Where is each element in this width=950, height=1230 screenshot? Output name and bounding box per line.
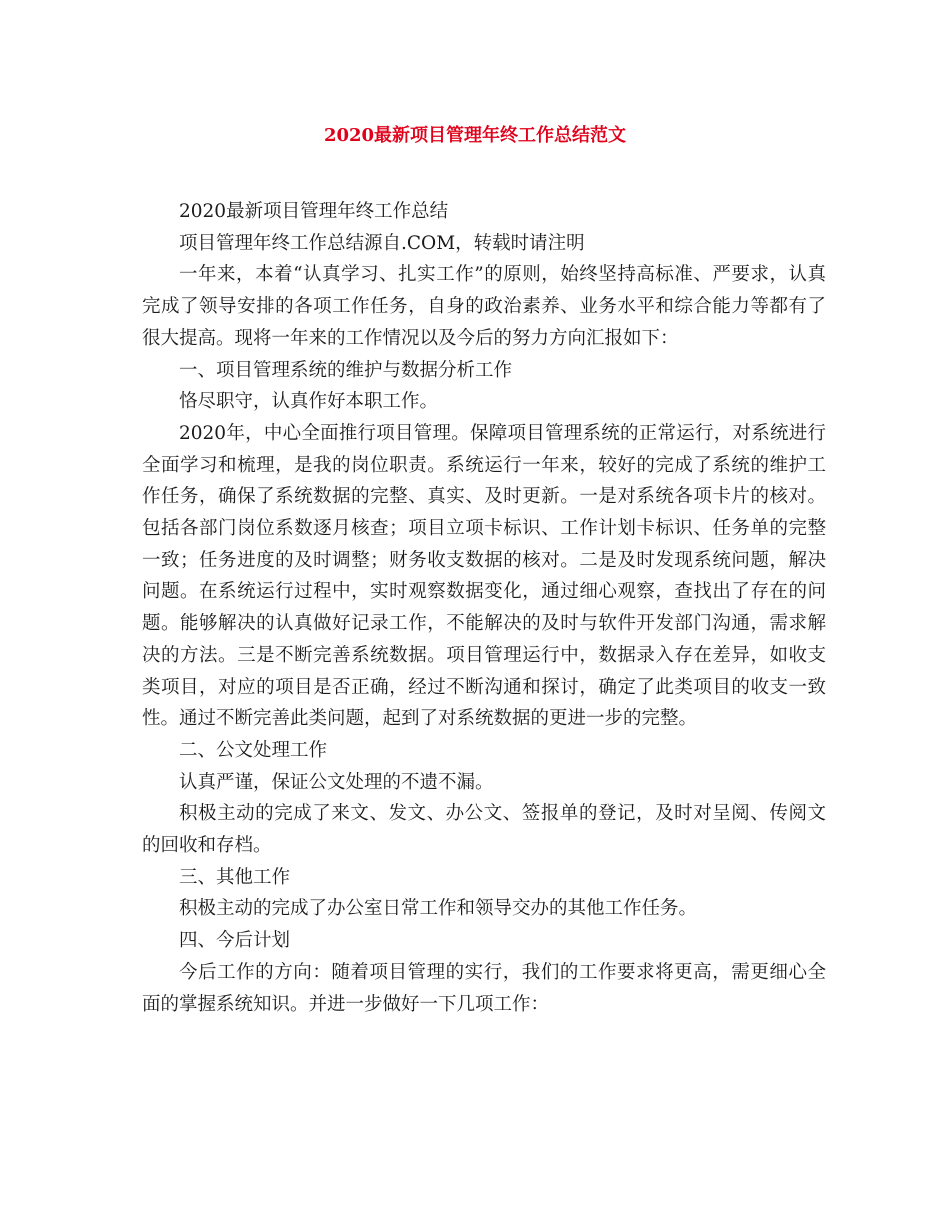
paragraph: 恪尽职守，认真作好本职工作。 xyxy=(179,391,439,413)
document-body xyxy=(142,196,826,1020)
section-heading-1: 一、项目管理系统的维护与数据分析工作 xyxy=(179,359,513,381)
paragraph: 认真严谨，保证公文处理的不遗不漏。 xyxy=(179,771,494,793)
paragraph: 今后工作的方向：随着项目管理的实行，我们的工作要求将更高，需更细心全面的掌握系统知识。并进一步做好一下几项工作： xyxy=(142,961,826,1015)
paragraph-subtitle: 2020最新项目管理年终工作总结 xyxy=(179,201,449,222)
paragraph: 积极主动的完成了来文、发文、办公文、签报单的登记，及时对呈阅、传阅文的回收和存档。 xyxy=(142,803,826,857)
paragraph-intro: 一年来，本着“认真学习、扎实工作”的原则，始终坚持高标准、严要求，认真完成了领导安排的各项工作任务，自身的政治素养、业务水平和综合能力等都有了很大提高。现将一年来的工作情况以及今后的努力方向汇报如下： xyxy=(142,264,826,349)
paragraph: 2020年，中心全面推行项目管理。保障项目管理系统的正常运行，对系统进行全面学习和梳理，是我的岗位职责。系统运行一年来，较好的完成了系统的维护工作任务，确保了系统数据的完整、真实、及时更新。一是对系统各项卡片的核对。包括各部门岗位系数逐月核查；项目立项卡标识、工作计划卡标识、任务单的完整一致；任务进度的及时调整；财务收支数据的核对。二是及时发现系统问题，解决问题。在系统运行过程中，实时观察数据变化，通过细心观察，查找出了存在的问题。能够解决的认真做好记录工作，不能解决的及时与软件开发部门沟通，需求解决的方法。三是不断完善系统数据。项目管理运行中，数据录入存在差异，如收支类项目，对应的项目是否正确，经过不断沟通和探讨，确定了此类项目的收支一致性。通过不断完善此类问题，起到了对系统数据的更进一步的完整。 xyxy=(142,422,826,730)
paragraph-source-note: 项目管理年终工作总结源自.COM，转载时请注明 xyxy=(179,232,585,254)
section-heading-4: 四、今后计划 xyxy=(179,930,291,952)
paragraph: 积极主动的完成了办公室日常工作和领导交办的其他工作任务。 xyxy=(179,898,698,920)
section-heading-3: 三、其他工作 xyxy=(179,866,291,888)
section-heading-2: 二、公文处理工作 xyxy=(179,739,328,761)
document-title: 2020最新项目管理年终工作总结范文 xyxy=(323,125,627,146)
